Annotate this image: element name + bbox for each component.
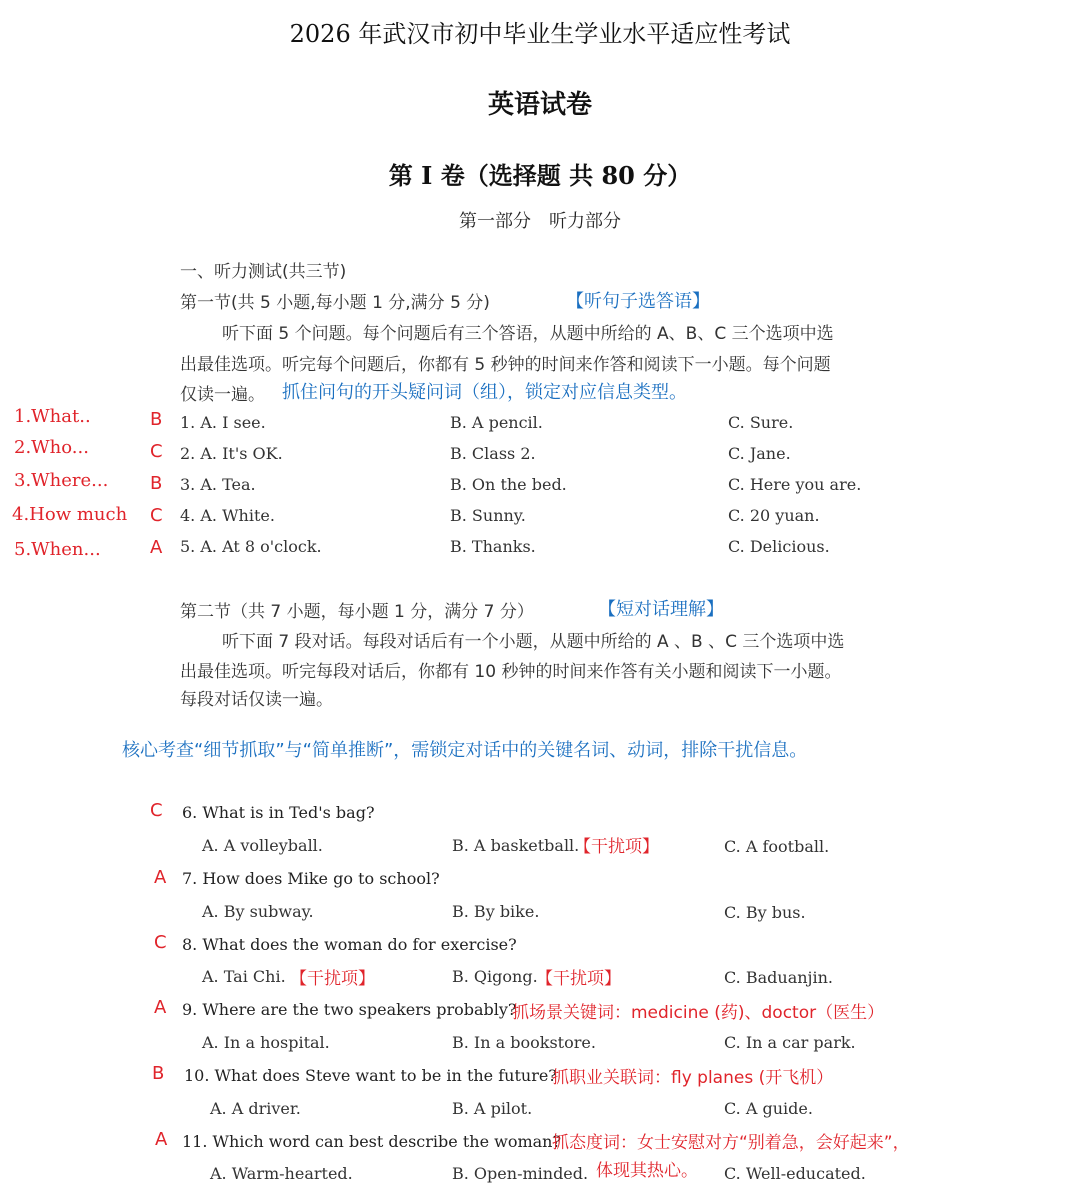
option-a: A. By subway. [202, 902, 314, 921]
option-a: A. In a hospital. [202, 1033, 330, 1052]
question-stem: 6. What is in Ted's bag? [182, 803, 375, 822]
question-stem: 9. Where are the two speakers probably? [182, 1000, 517, 1019]
part-title: 第一部分 听力部分 [459, 211, 621, 232]
question-hint: 1.What.. [14, 406, 91, 427]
section1-instruction-1: 听下面 5 个问题。每个问题后有三个答语，从题中所给的 A、B、C 三个选项中选 [222, 324, 834, 344]
option-c: C. Delicious. [728, 537, 830, 556]
section2-instruction-3: 每段对话仅读一遍。 [180, 690, 333, 710]
option-a: A. Tai Chi. [202, 967, 286, 986]
option-c: C. Jane. [728, 444, 791, 463]
option-c: C. Here you are. [728, 475, 862, 494]
section1-tag: 【听句子选答语】 [566, 291, 710, 312]
option-c: C. In a car park. [724, 1033, 856, 1052]
question-hint: 3.Where... [14, 470, 109, 491]
question-hint: 5.When... [14, 539, 101, 560]
answer-mark: C [150, 441, 163, 462]
keyword-note: 抓场景关键词：medicine (药)、doctor（医生） [512, 1003, 885, 1023]
section2-instruction-2: 出最佳选项。听完每段对话后，你都有 10 秒钟的时间来作答有关小题和阅读下一小题。 [180, 662, 842, 682]
option-a: 5. A. At 8 o'clock. [180, 537, 322, 556]
answer-mark: A [150, 537, 163, 558]
keyword-note: 抓职业关联词：fly planes (开飞机） [552, 1068, 834, 1088]
answer-mark: A [155, 1129, 168, 1150]
section1-tip: 抓住问句的开头疑问词（组），锁定对应信息类型。 [282, 382, 687, 403]
option-b: B. By bike. [452, 902, 540, 921]
section1-instruction-2: 出最佳选项。听完每个问题后，你都有 5 秒钟的时间来作答和阅读下一小题。每个问题 [180, 355, 831, 375]
answer-mark: B [152, 1063, 165, 1084]
option-c: C. Well-educated. [724, 1164, 866, 1183]
option-b: B. Thanks. [450, 537, 536, 556]
answer-mark: B [150, 409, 163, 430]
question-hint: 2.Who... [14, 437, 89, 458]
option-b: B. Sunny. [450, 506, 526, 525]
option-c: C. 20 yuan. [728, 506, 820, 525]
exam-title: 2026 年武汉市初中毕业生学业水平适应性考试 [289, 20, 791, 48]
listening-heading: 一、听力测试(共三节) [180, 262, 347, 282]
option-b: B. A pencil. [450, 413, 543, 432]
option-a: A. A driver. [210, 1099, 301, 1118]
section1-title: 第一节(共 5 小题,每小题 1 分,满分 5 分) [180, 293, 490, 313]
answer-mark: A [154, 867, 167, 888]
section2-instruction-1: 听下面 7 段对话。每段对话后有一个小题，从题中所给的 A 、B 、C 三个选项中选 [222, 632, 845, 652]
question-stem: 10. What does Steve want to be in the future? [184, 1066, 557, 1085]
keyword-note-cont: 体现其热心。 [596, 1161, 698, 1181]
option-b: B. Open-minded. [452, 1164, 589, 1183]
option-b: B. In a bookstore. [452, 1033, 596, 1052]
option-a: 1. A. I see. [180, 413, 266, 432]
question-stem: 11. Which word can best describe the woman? [182, 1132, 562, 1151]
answer-mark: B [150, 473, 163, 494]
option-c: C. A guide. [724, 1099, 813, 1118]
distractor-tag: 【干扰项】 [536, 969, 621, 989]
answer-mark: C [154, 932, 167, 953]
option-c: C. A football. [724, 837, 830, 856]
answer-mark: C [150, 505, 163, 526]
core-focus-note: 核心考查“细节抓取”与“简单推断”，需锁定对话中的关键名词、动词，排除干扰信息。 [122, 740, 808, 761]
question-stem: 7. How does Mike go to school? [182, 869, 440, 888]
answer-mark: C [150, 800, 163, 821]
keyword-note: 抓态度词：女士安慰对方“别着急，会好起来”， [552, 1133, 910, 1153]
option-b: B. A basketball. [452, 836, 580, 855]
option-a: 4. A. White. [180, 506, 275, 525]
answer-mark: A [154, 997, 167, 1018]
option-b: B. A pilot. [452, 1099, 533, 1118]
subject-title: 英语试卷 [487, 90, 592, 120]
option-a: 3. A. Tea. [180, 475, 256, 494]
option-b: B. On the bed. [450, 475, 567, 494]
option-b: B. Qigong. [452, 967, 538, 986]
section2-title: 第二节（共 7 小题，每小题 1 分，满分 7 分） [180, 602, 534, 622]
option-c: C. Sure. [728, 413, 794, 432]
option-a: A. A volleyball. [202, 836, 323, 855]
volume-title: 第 I 卷（选择题 共 80 分） [388, 161, 692, 190]
question-stem: 8. What does the woman do for exercise? [182, 935, 517, 954]
section2-tag: 【短对话理解】 [598, 599, 724, 620]
option-a: 2. A. It's OK. [180, 444, 283, 463]
option-c: C. Baduanjin. [724, 968, 833, 987]
section1-instruction-3: 仅读一遍。 [180, 385, 265, 405]
distractor-tag: 【干扰项】 [574, 837, 659, 857]
distractor-tag: 【干扰项】 [290, 969, 375, 989]
option-b: B. Class 2. [450, 444, 536, 463]
option-a: A. Warm-hearted. [210, 1164, 353, 1183]
question-hint: 4.How much [12, 504, 128, 525]
option-c: C. By bus. [724, 903, 806, 922]
